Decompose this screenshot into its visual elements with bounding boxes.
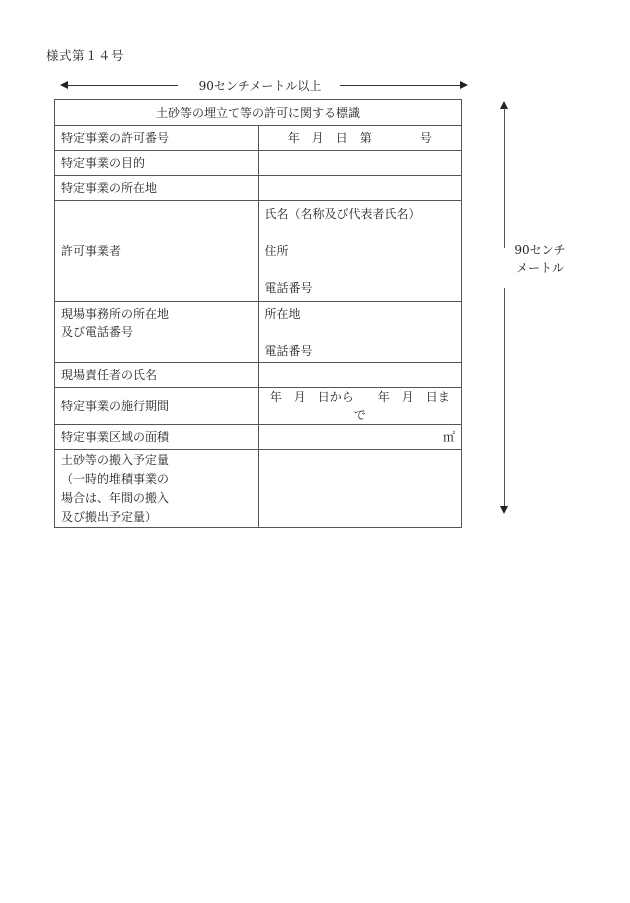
construction-period-field: 年 月 日から 年 月 日まで — [258, 388, 462, 425]
height-dimension — [500, 101, 520, 514]
height-label-line: メートル — [515, 261, 564, 275]
table-row — [55, 302, 462, 363]
table-title-row — [55, 100, 462, 126]
holder-name-label: 氏名（名称及び代表者氏名） — [264, 207, 421, 221]
purpose-field — [258, 151, 462, 176]
height-label-line: 90センチ — [514, 243, 566, 257]
row-label-line: 場合は、年間の搬入 — [61, 490, 170, 505]
site-manager-field — [258, 363, 462, 388]
table-row — [55, 176, 462, 201]
table-title: 土砂等の埋立て等の許可に関する標識 — [55, 100, 462, 126]
table-row — [55, 388, 462, 425]
table-row — [55, 126, 462, 151]
row-label: 特定事業の所在地 — [55, 176, 259, 201]
row-label: 現場責任者の氏名 — [55, 363, 259, 388]
holder-address-label: 住所 — [264, 244, 289, 258]
dimension-line — [340, 85, 460, 86]
area-field: ㎡ — [258, 425, 462, 450]
table-row — [55, 425, 462, 450]
row-label — [55, 302, 259, 363]
permit-holder-field — [258, 201, 462, 302]
width-dimension-label: 90センチメートル以上 — [198, 79, 322, 93]
table-row — [55, 363, 462, 388]
height-dimension-label — [505, 241, 575, 277]
holder-phone-label: 電話番号 — [264, 281, 313, 295]
table-row — [55, 201, 462, 302]
row-label: 特定事業区域の面積 — [55, 425, 259, 450]
row-label-line: 土砂等の搬入予定量 — [61, 452, 170, 467]
row-label: 許可事業者 — [55, 201, 259, 302]
permit-number-field: 年 月 日 第 号 — [258, 126, 462, 151]
office-location-label: 所在地 — [264, 307, 301, 321]
row-label: 特定事業の施行期間 — [55, 388, 259, 425]
dimension-line — [504, 288, 505, 506]
row-label: 特定事業の許可番号 — [55, 126, 259, 151]
table-row — [55, 450, 462, 528]
dimension-line — [504, 108, 505, 248]
row-label — [55, 450, 259, 528]
row-label-line: 及び搬出予定量） — [61, 509, 158, 524]
site-office-field — [258, 302, 462, 363]
location-field — [258, 176, 462, 201]
dimension-line — [66, 85, 178, 86]
row-label-line: （一時的堆積事業の — [61, 471, 170, 486]
office-phone-label: 電話番号 — [264, 344, 313, 358]
arrow-right-icon — [460, 81, 468, 89]
row-label-line: 及び電話番号 — [61, 325, 134, 339]
width-dimension — [60, 78, 468, 92]
table-row — [55, 151, 462, 176]
form-number: 様式第１４号 — [46, 48, 125, 63]
arrow-down-icon — [500, 506, 508, 514]
planned-soil-volume-field — [258, 450, 462, 528]
row-label: 特定事業の目的 — [55, 151, 259, 176]
sign-table — [54, 99, 462, 528]
row-label-line: 現場事務所の所在地 — [61, 307, 170, 321]
